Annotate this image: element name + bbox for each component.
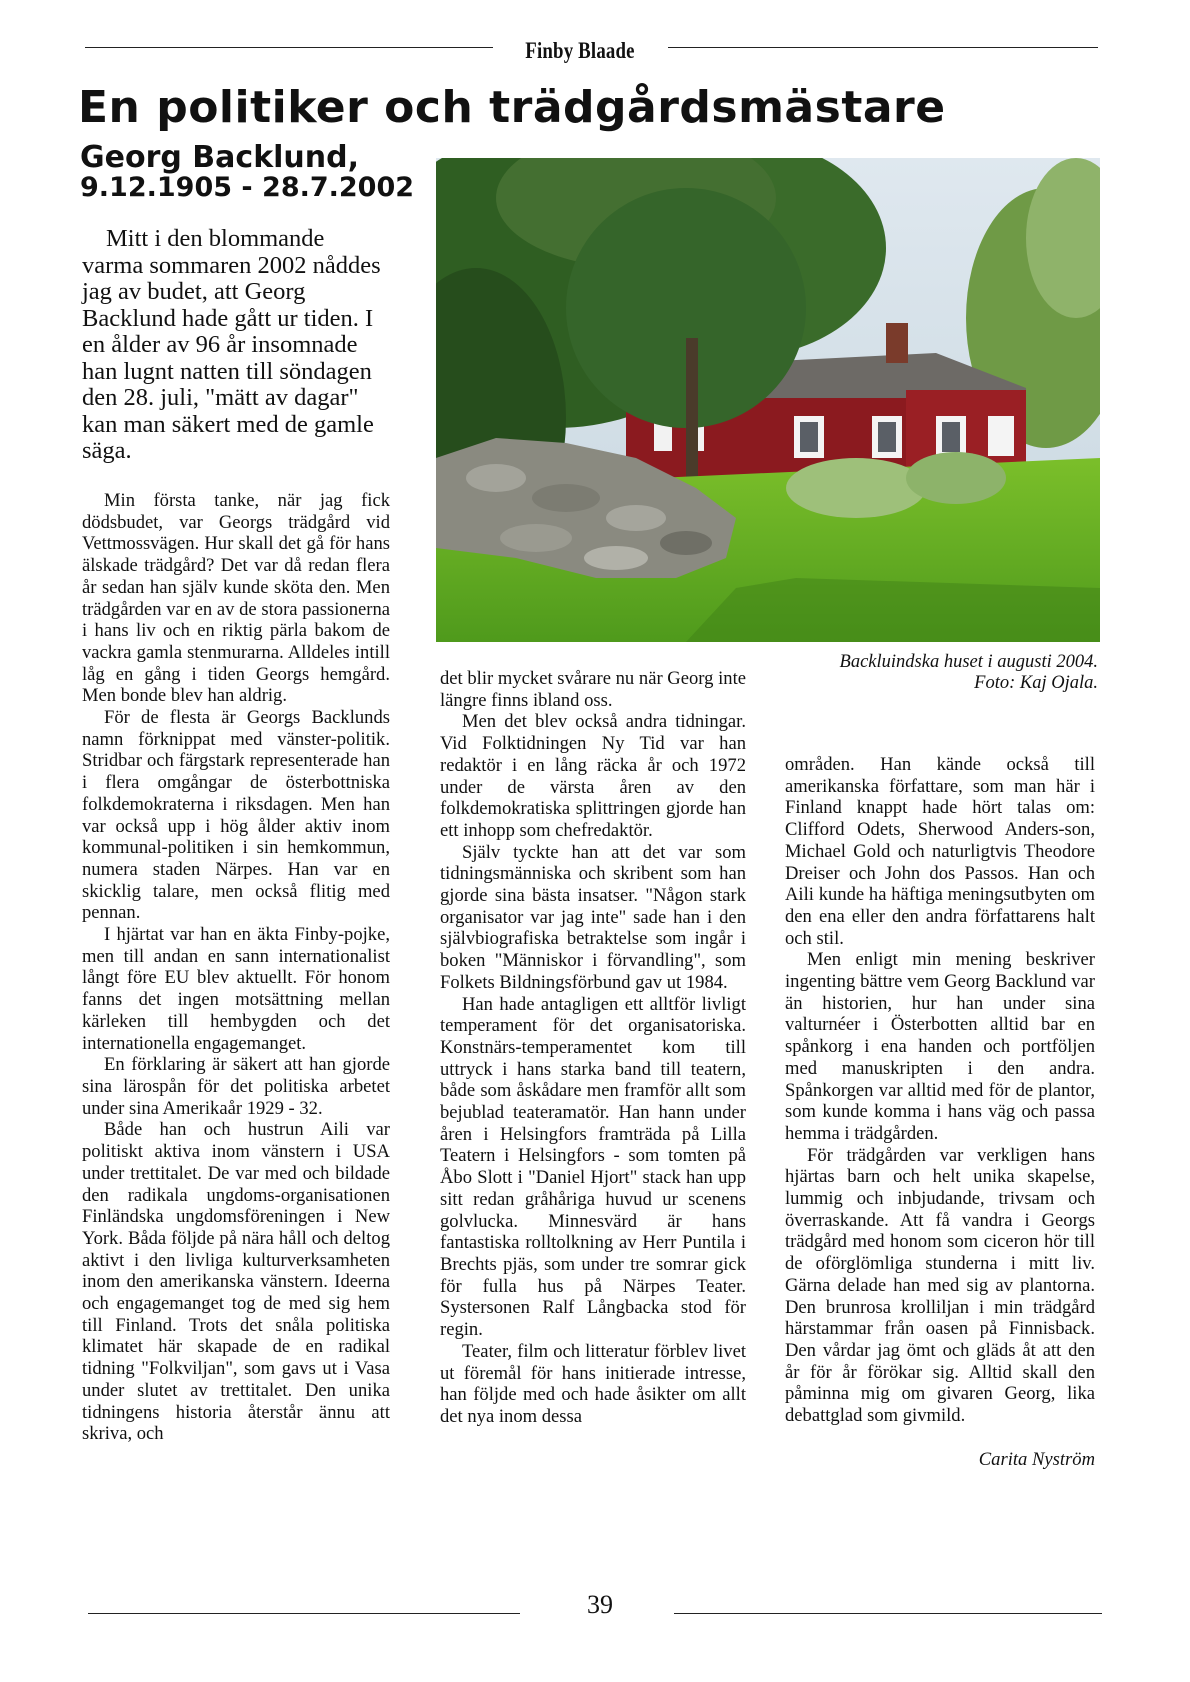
lead-text: Mitt i den blommande varma sommaren 2002 nåddes jag av budet, att Georg Backlund hade gått ur tiden. I en ålder av 96 år insomnade han lugnt natten till söndagen den 28. juli, "mätt av dagar" kan man säkert med de gamle säga. bbox=[82, 225, 381, 464]
header-rule-left bbox=[85, 47, 493, 48]
subhead-name: Georg Backlund, bbox=[80, 140, 360, 175]
column-3 bbox=[785, 754, 1095, 1471]
photo-caption bbox=[760, 652, 1098, 694]
col3-paragraph: områden. Han kände också till amerikanska författare, som man här i Finland knappt hade hört talas om: Clifford Odets, Sherwood Anders-son, Michael Gold och naturligtvis Theodore Dreiser och John dos Passos. Han och Aili kunde ha häftiga meningsutbyten om den ena eller den andra författarens halt och stil. bbox=[785, 754, 1095, 949]
author-signature: Carita Nyström bbox=[978, 1448, 1095, 1470]
col2-paragraph: Han hade antagligen ett alltför livligt temperament för det organisatoriska. Konstnärs-temperamentet kom till uttryck i hans starka band till teatern, både som åskådare men framför allt som bejublad teateramatör. Han hann under åren i Helsingfors framträda på Lilla Teatern i Helsingfors - som tomten på Åbo Slott i "Daniel Hjort" stack han upp sitt redan gråhåriga huvud ur scenens golvlucka. Minnesvärd är hans fantastiska rolltolkning av Herr Puntila i Brechts pjäs, som under tre somrar gick för fulla hus på Närpes Teater. Systersonen Ralf Långbacka stod för regin. bbox=[440, 993, 746, 1341]
col2-paragraph: Teater, film och litteratur förblev livet ut föremål för hans initierade intresse, han följde med och hade åsikter om allt det nya inom dessa bbox=[440, 1340, 746, 1427]
article-headline: En politiker och trädgårdsmästare bbox=[78, 82, 946, 133]
col3-paragraph: Men enligt min mening beskriver ingenting bättre vem Georg Backlund var än historien, hur han under sina valturnéer i Österbotten alltid bar en spånkorg i ena handen och portföljen med manuskripten i den andra. Spånkorgen var alltid med för de plantor, som kunde komma i hans väg och passa hemma i trädgården. bbox=[785, 949, 1095, 1144]
footer-rule-left bbox=[88, 1613, 520, 1614]
caption-line-1: Backluindska huset i augusti 2004. bbox=[839, 652, 1098, 672]
publication-title: Finby Blaade bbox=[525, 38, 635, 63]
col3-paragraph: För trädgården var verkligen hans hjärtas barn och helt unika skapelse, lummig och inbjudande, trivsam och överraskande. Att få vandra i Georgs trädgård med honom som ciceron hör till de oförglömliga stunderna i mitt liv. Gärna delade han med sig av plantorna. Den brunrosa krolliljan i min trädgård härstammar från oasen på Finnisback. Den vårdar jag ömt och gläds åt att den år för år förökar sig. Alltid skall den påminna mig om givaren Georg, lika debattglad som givmild. bbox=[785, 1144, 1095, 1427]
subhead-dates: 9.12.1905 - 28.7.2002 bbox=[80, 172, 415, 203]
header-rule-right bbox=[668, 47, 1098, 48]
caption-line-2: Foto: Kaj Ojala. bbox=[974, 673, 1098, 693]
col1-paragraph: För de flesta är Georgs Backlunds namn förknippat med vänster-politik. Stridbar och färgstark representerade han i flera omgångar de österbottniska folkdemokraterna i riksdagen. Men han var också upp i hög ålder aktiv inom kommunal-politiken i sin hemkommun, numera staden Närpes. Han var en skicklig talare, men också flitig med pennan. bbox=[82, 707, 390, 924]
house-photo bbox=[436, 158, 1100, 642]
column-1 bbox=[82, 490, 390, 1445]
col2-paragraph: Men det blev också andra tidningar. Vid Folktidningen Ny Tid var han redaktör i en lång räcka år och 1972 under de värsta åren av den folkdemokratiska splittringen gjorde han ett inhopp som chefredaktör. bbox=[440, 711, 746, 841]
col1-paragraph: I hjärtat var han en äkta Finby-pojke, men till andan en sann internationalist långt före EU blev aktuellt. För honom fanns det ingen motsättning mellan kärleken till hembygden och det internationella engagemanget. bbox=[82, 924, 390, 1054]
col1-paragraph: Både han och hustrun Aili var politiskt aktiva inom vänstern i USA under trettitalet. De var med och bildade den radikala ungdoms-organisationen Finländska ungdomsföreningen i New York. Båda följde på nära håll och deltog aktivt i den livliga kulturverksamheten inom den amerikanska vänstern. Ideerna och engagemanget tog de med sig hem till Finland. Trots det snåla politiska klimatet här skapade de en radikal tidning "Folkviljan", som gavs ut i Vasa under slutet av trettitalet. Den unika tidningens historia återstår ännu att skriva, och bbox=[82, 1119, 390, 1445]
col2-paragraph: Själv tyckte han att det var som tidningsmänniska och skribent som han gjorde sina bästa insatser. "Någon stark organisator var jag inte" sade han i den självbiografiska betraktelse som ingår i boken "Människor i förvandling", som Folkets Bildningsförbund gav ut 1984. bbox=[440, 841, 746, 993]
footer-rule-right bbox=[674, 1613, 1102, 1614]
lead-paragraph bbox=[82, 226, 390, 465]
column-2 bbox=[440, 668, 746, 1428]
col2-paragraph: det blir mycket svårare nu när Georg inte längre finns ibland oss. bbox=[440, 668, 746, 711]
page-number: 39 bbox=[587, 1590, 613, 1619]
col1-paragraph: En förklaring är säkert att han gjorde sina lärospån för det politiska arbetet under sina Amerikaår 1929 - 32. bbox=[82, 1054, 390, 1119]
col1-paragraph: Min första tanke, när jag fick dödsbudet, var Georgs trädgård vid Vettmossvägen. Hur skall det gå för hans älskade trädgård? Det var då redan flera år sedan han själv kunde sköta den. Men trädgården var en av de stora passionerna i hans liv och en riktig pärla bakom de vackra gamla stenmurarna. Alldeles intill låg en gång i tiden Georgs hemgård. Men bonde blev han aldrig. bbox=[82, 490, 390, 707]
